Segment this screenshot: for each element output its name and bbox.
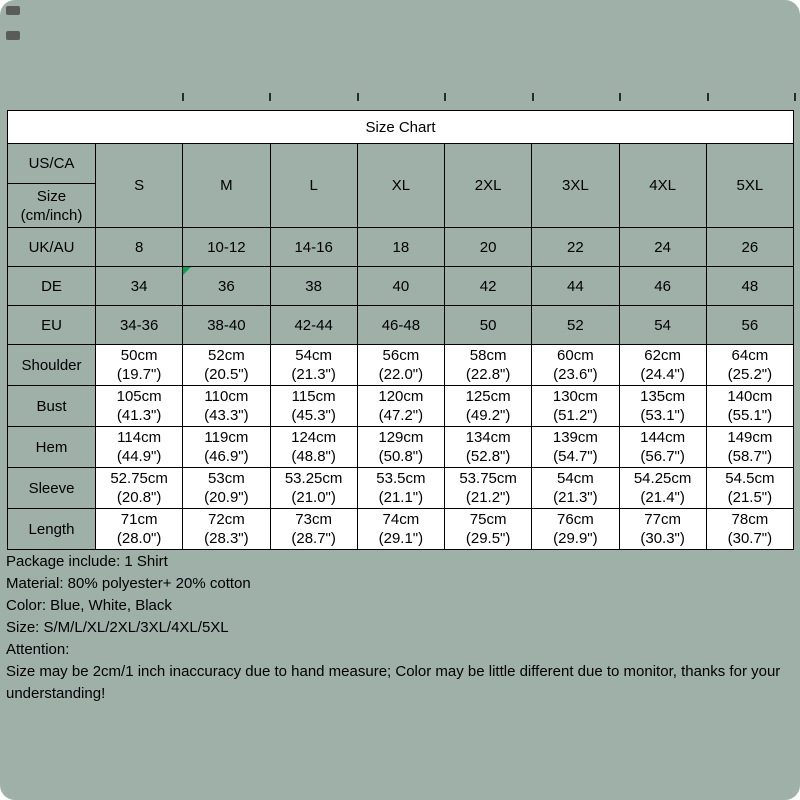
cell-de-l: 38 — [270, 267, 357, 306]
header-size-unit: Size (cm/inch) — [8, 184, 96, 228]
row-label-uk-au: UK/AU — [8, 228, 96, 267]
cell-hem-s: 114cm (44.9") — [96, 427, 183, 468]
cell-shoulder-3xl: 60cm (23.6") — [532, 345, 619, 386]
note-line-6: Size may be 2cm/1 inch inaccuracy due to hand measure; Color may be little different due to monitor, thanks for your understanding! — [6, 663, 781, 702]
cell-de-3xl: 44 — [532, 267, 619, 306]
cell-sleeve-m: 53cm (20.9") — [183, 468, 270, 509]
cell-bust-5xl: 140cm (55.1") — [706, 386, 793, 427]
note-line-3: Color: Blue, White, Black — [6, 597, 172, 614]
cell-length-4xl: 77cm (30.3") — [619, 509, 706, 550]
grid-tick-mark — [182, 93, 184, 101]
cell-eu-m: 38-40 — [183, 306, 270, 345]
header-size-2xl: 2XL — [445, 144, 532, 228]
cell-length-5xl: 78cm (30.7") — [706, 509, 793, 550]
cell-length-3xl: 76cm (29.9") — [532, 509, 619, 550]
cell-hem-4xl: 144cm (56.7") — [619, 427, 706, 468]
size-chart-table — [7, 110, 794, 550]
product-notes — [6, 551, 798, 705]
row-label-sleeve: Sleeve — [8, 468, 96, 509]
grid-tick-mark — [444, 93, 446, 101]
cell-bust-l: 115cm (45.3") — [270, 386, 357, 427]
cell-uk-au-xl: 18 — [357, 228, 444, 267]
cell-uk-au-l: 14-16 — [270, 228, 357, 267]
cell-length-m: 72cm (28.3") — [183, 509, 270, 550]
cell-sleeve-l: 53.25cm (21.0") — [270, 468, 357, 509]
header-size-5xl: 5XL — [706, 144, 793, 228]
cell-length-s: 71cm (28.0") — [96, 509, 183, 550]
cell-sleeve-xl: 53.5cm (21.1") — [357, 468, 444, 509]
cell-bust-s: 105cm (41.3") — [96, 386, 183, 427]
cell-de-s: 34 — [96, 267, 183, 306]
cell-eu-2xl: 50 — [445, 306, 532, 345]
header-size-m: M — [183, 144, 270, 228]
cell-uk-au-m: 10-12 — [183, 228, 270, 267]
row-label-shoulder: Shoulder — [8, 345, 96, 386]
header-row-regions — [8, 144, 794, 184]
row-eu — [8, 306, 794, 345]
grid-tick-mark — [619, 93, 621, 101]
row-label-de: DE — [8, 267, 96, 306]
row-sleeve — [8, 468, 794, 509]
cell-de-xl: 40 — [357, 267, 444, 306]
grid-tick-mark — [532, 93, 534, 101]
cell-length-xl: 74cm (29.1") — [357, 509, 444, 550]
note-line-2: Material: 80% polyester+ 20% cotton — [6, 575, 251, 592]
cell-sleeve-3xl: 54cm (21.3") — [532, 468, 619, 509]
cell-bust-m: 110cm (43.3") — [183, 386, 270, 427]
table-title: Size Chart — [8, 111, 794, 144]
grid-tick-mark — [269, 93, 271, 101]
note-line-5: Attention: — [6, 641, 70, 658]
cell-bust-3xl: 130cm (51.2") — [532, 386, 619, 427]
cell-length-2xl: 75cm (29.5") — [445, 509, 532, 550]
row-de — [8, 267, 794, 306]
row-label-length: Length — [8, 509, 96, 550]
cell-hem-3xl: 139cm (54.7") — [532, 427, 619, 468]
grid-tick-mark — [357, 93, 359, 101]
cell-eu-5xl: 56 — [706, 306, 793, 345]
cell-uk-au-s: 8 — [96, 228, 183, 267]
note-line-4: Size: S/M/L/XL/2XL/3XL/4XL/5XL — [6, 619, 229, 636]
row-label-bust: Bust — [8, 386, 96, 427]
cell-shoulder-xl: 56cm (22.0") — [357, 345, 444, 386]
row-hem — [8, 427, 794, 468]
cell-sleeve-4xl: 54.25cm (21.4") — [619, 468, 706, 509]
cell-hem-l: 124cm (48.8") — [270, 427, 357, 468]
cell-eu-l: 42-44 — [270, 306, 357, 345]
cell-hem-xl: 129cm (50.8") — [357, 427, 444, 468]
cell-uk-au-5xl: 26 — [706, 228, 793, 267]
cell-eu-3xl: 52 — [532, 306, 619, 345]
row-length — [8, 509, 794, 550]
cell-hem-2xl: 134cm (52.8") — [445, 427, 532, 468]
title-row — [8, 111, 794, 144]
cell-shoulder-4xl: 62cm (24.4") — [619, 345, 706, 386]
header-size-xl: XL — [357, 144, 444, 228]
row-shoulder — [8, 345, 794, 386]
cell-hem-5xl: 149cm (58.7") — [706, 427, 793, 468]
cell-de-2xl: 42 — [445, 267, 532, 306]
header-size-3xl: 3XL — [532, 144, 619, 228]
cell-eu-4xl: 54 — [619, 306, 706, 345]
cell-length-l: 73cm (28.7") — [270, 509, 357, 550]
cropped-text-artifact — [6, 31, 20, 40]
cell-sleeve-5xl: 54.5cm (21.5") — [706, 468, 793, 509]
cell-hem-m: 119cm (46.9") — [183, 427, 270, 468]
cell-uk-au-4xl: 24 — [619, 228, 706, 267]
cell-bust-2xl: 125cm (49.2") — [445, 386, 532, 427]
note-line-1: Package include: 1 Shirt — [6, 553, 168, 570]
cell-sleeve-2xl: 53.75cm (21.2") — [445, 468, 532, 509]
header-us-ca: US/CA — [8, 144, 96, 184]
header-size-4xl: 4XL — [619, 144, 706, 228]
cell-eu-s: 34-36 — [96, 306, 183, 345]
cell-corner-flag-icon — [183, 267, 191, 275]
cell-shoulder-l: 54cm (21.3") — [270, 345, 357, 386]
cell-uk-au-2xl: 20 — [445, 228, 532, 267]
cell-sleeve-s: 52.75cm (20.8") — [96, 468, 183, 509]
cell-shoulder-2xl: 58cm (22.8") — [445, 345, 532, 386]
row-bust — [8, 386, 794, 427]
row-label-eu: EU — [8, 306, 96, 345]
cell-de-5xl: 48 — [706, 267, 793, 306]
cell-de-4xl: 46 — [619, 267, 706, 306]
grid-tick-mark — [707, 93, 709, 101]
cell-bust-4xl: 135cm (53.1") — [619, 386, 706, 427]
cell-eu-xl: 46-48 — [357, 306, 444, 345]
cell-bust-xl: 120cm (47.2") — [357, 386, 444, 427]
row-label-hem: Hem — [8, 427, 96, 468]
cropped-text-artifact — [6, 6, 20, 15]
cell-shoulder-s: 50cm (19.7") — [96, 345, 183, 386]
cell-uk-au-3xl: 22 — [532, 228, 619, 267]
cell-shoulder-m: 52cm (20.5") — [183, 345, 270, 386]
row-uk-au — [8, 228, 794, 267]
grid-tick-mark — [794, 93, 796, 101]
header-size-l: L — [270, 144, 357, 228]
header-size-s: S — [96, 144, 183, 228]
cell-shoulder-5xl: 64cm (25.2") — [706, 345, 793, 386]
cell-de-m: 36 — [183, 267, 270, 306]
